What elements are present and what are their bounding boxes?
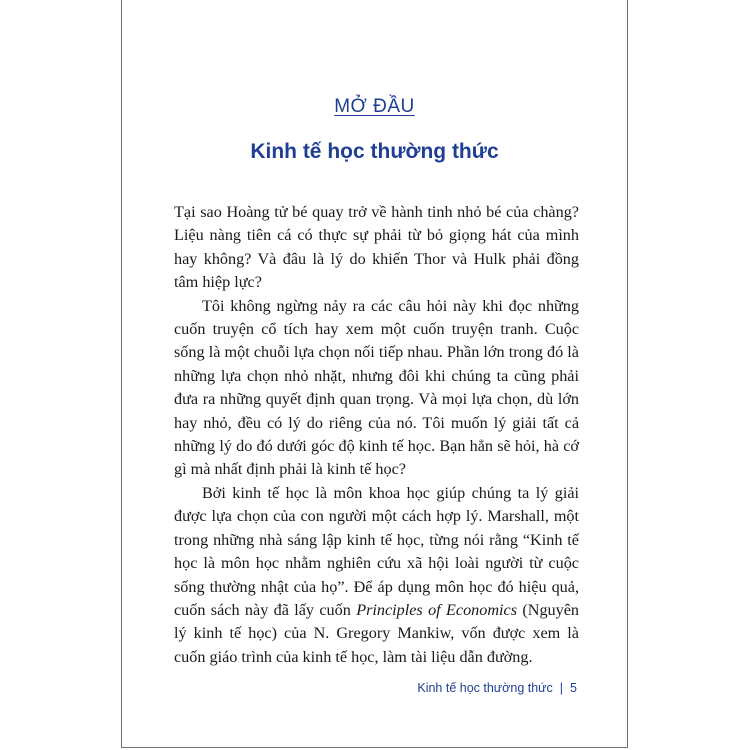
- footer-book-title: Kinh tế học thường thức: [417, 681, 553, 695]
- chapter-label: MỞ ĐẦU: [334, 96, 415, 117]
- footer-separator: |: [559, 681, 564, 695]
- paragraph-2: Tôi không ngừng nảy ra các câu hỏi này khi đọc những cuốn truyện cổ tích hay xem một cuốn truyện tranh. Cuộc sống là một chuỗi lựa chọn nối tiếp nhau. Phần lớn trong đó là những lựa chọn nhỏ nhặt, nhưng đôi khi chúng ta cũng phải đưa ra những quyết định quan trọng. Và mọi lựa chọn, dù lớn hay nhỏ, đều có lý do riêng của nó. Tôi muốn lý giải tất cả những lý do đó dưới góc độ kinh tế học. Bạn hẳn sẽ hỏi, hà cớ gì mà nhất định phải là kinh tế học?: [174, 296, 579, 479]
- chapter-title: Kinh tế học thường thức: [250, 140, 499, 163]
- paragraph-3-text-after: (Nguyên lý kinh tế học) của N. Gregory Mankiw, vốn được xem là cuốn giáo trình của kinh tế học, làm tài liệu dẫn đường.: [174, 600, 580, 666]
- paragraph-1: Tại sao Hoàng tử bé quay trở về hành tinh nhỏ bé của chàng? Liệu nàng tiên cá có thực sự phải từ bỏ giọng hát của mình hay không? Và đâu là lý do khiến Thor và Hulk phải đồng tâm hiệp lực?: [174, 203, 579, 292]
- page-number: 5: [570, 681, 577, 695]
- page-footer: [417, 681, 577, 695]
- paragraph-3-text-before: Bởi kinh tế học là môn khoa học giúp chúng ta lý giải được lựa chọn của con người một cách hợp lý. Marshall, một trong những nhà sáng lập kinh tế học, từng nói rằng “Kinh tế học là môn học nhằm nghiên cứu xã hội loài người từ cuộc sống thường nhật của họ”. Để áp dụng môn học đó hiệu quả, cuốn sách này đã lấy cuốn: [174, 483, 579, 619]
- book-title-italic: Principles of Economics: [356, 600, 518, 619]
- paragraph-3: [174, 482, 579, 669]
- book-page: [121, 0, 628, 748]
- body-text: [174, 201, 579, 669]
